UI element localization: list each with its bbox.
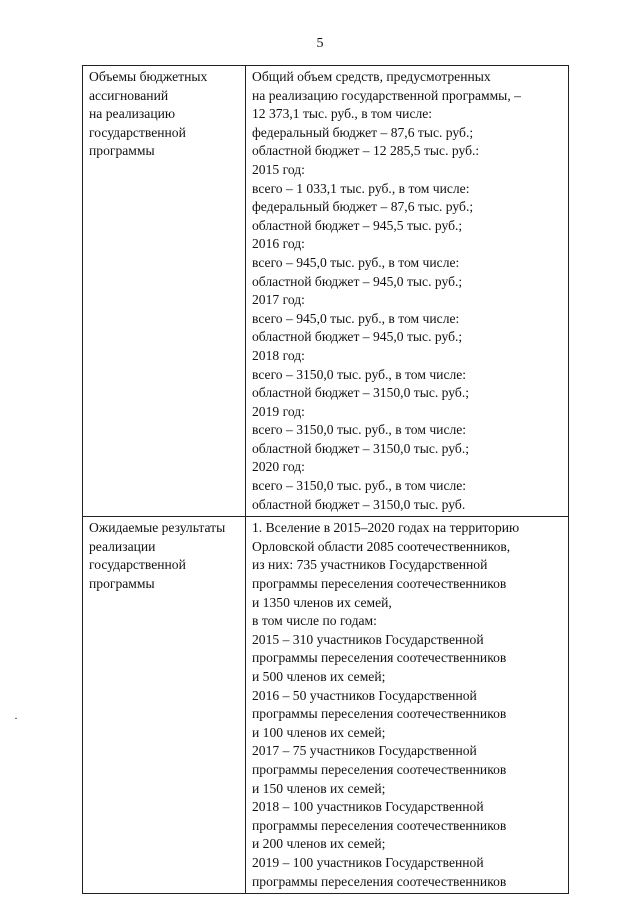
content-line: 2016 – 50 участников Государственной <box>252 687 477 703</box>
content-line: всего – 1 033,1 тыс. руб., в том числе: <box>252 180 470 196</box>
content-line: 2019 – 100 участников Государственной <box>252 854 484 870</box>
content-line: 2015 – 310 участников Государственной <box>252 631 484 647</box>
content-line: из них: 735 участников Государственной <box>252 557 488 573</box>
content-line: 12 373,1 тыс. руб., в том числе: <box>252 106 433 122</box>
content-line: 2015 год: <box>252 161 305 177</box>
content-line: и 100 членов их семей; <box>252 724 386 740</box>
content-line: и 500 членов их семей; <box>252 669 386 684</box>
row-label-expected-results <box>83 517 246 894</box>
content-line: программы переселения соотечественников <box>252 873 507 889</box>
content-line: федеральный бюджет – 87,6 тыс. руб.; <box>252 124 474 140</box>
content-line: и 200 членов их семей; <box>252 836 386 852</box>
content-line: областной бюджет – 12 285,5 тыс. руб.: <box>252 143 480 159</box>
content-line: областной бюджет – 945,5 тыс. руб.; <box>252 217 463 233</box>
label-line: государственной <box>89 124 186 140</box>
content-line: областной бюджет – 3150,0 тыс. руб. <box>252 496 466 512</box>
content-line: областной бюджет – 3150,0 тыс. руб.; <box>252 385 470 401</box>
content-line: 2018 год: <box>252 347 305 363</box>
program-passport-table <box>82 65 569 894</box>
content-line: и 150 членов их семей; <box>252 780 386 796</box>
content-line: 2016 год: <box>252 236 305 252</box>
content-line: всего – 3150,0 тыс. руб., в том числе: <box>252 478 467 494</box>
label-line: Ожидаемые результаты <box>89 520 226 536</box>
content-line: на реализацию государственной программы, – <box>252 87 521 103</box>
content-line: Общий объем средств, предусмотренных <box>252 69 491 84</box>
content-line: 2017 год: <box>252 292 305 308</box>
content-line: программы переселения соотечественников <box>252 650 507 666</box>
label-line: программы <box>89 143 155 159</box>
content-line: программы переселения соотечественников <box>252 817 507 833</box>
content-line: 2020 год: <box>252 459 305 475</box>
content-line: 2019 год: <box>252 403 305 419</box>
content-line: всего – 945,0 тыс. руб., в том числе: <box>252 310 460 326</box>
content-line: Орловской области 2085 соотечественников, <box>252 538 511 554</box>
label-line: Объемы бюджетных <box>89 69 208 84</box>
content-line: в том числе по годам: <box>252 613 377 629</box>
row-content-expected-results <box>246 517 569 894</box>
content-line: всего – 945,0 тыс. руб., в том числе: <box>252 254 460 270</box>
table-row <box>83 66 569 517</box>
margin-mark: · <box>14 711 18 725</box>
content-line: и 1350 членов их семей, <box>252 594 392 610</box>
content-line: программы переселения соотечественников <box>252 576 507 592</box>
content-line: всего – 3150,0 тыс. руб., в том числе: <box>252 422 467 438</box>
label-line: государственной <box>89 557 186 573</box>
content-line: программы переселения соотечественников <box>252 706 507 722</box>
content-line: 2018 – 100 участников Государственной <box>252 799 484 815</box>
content-line: всего – 3150,0 тыс. руб., в том числе: <box>252 366 467 382</box>
row-content-budget <box>246 66 569 517</box>
content-line: программы переселения соотечественников <box>252 761 507 777</box>
content-line: областной бюджет – 945,0 тыс. руб.; <box>252 329 463 345</box>
label-line: реализации <box>89 538 156 554</box>
page-number: 5 <box>316 36 324 51</box>
content-line: 1. Вселение в 2015–2020 годах на территорию <box>252 520 520 536</box>
label-line: на реализацию <box>89 106 176 122</box>
content-line: областной бюджет – 945,0 тыс. руб.; <box>252 273 463 289</box>
label-line: программы <box>89 576 155 592</box>
content-line: федеральный бюджет – 87,6 тыс. руб.; <box>252 199 474 215</box>
content-line: 2017 – 75 участников Государственной <box>252 743 477 759</box>
label-line: ассигнований <box>89 87 169 103</box>
content-line: областной бюджет – 3150,0 тыс. руб.; <box>252 440 470 456</box>
table-row <box>83 517 569 894</box>
row-label-budget <box>83 66 246 517</box>
